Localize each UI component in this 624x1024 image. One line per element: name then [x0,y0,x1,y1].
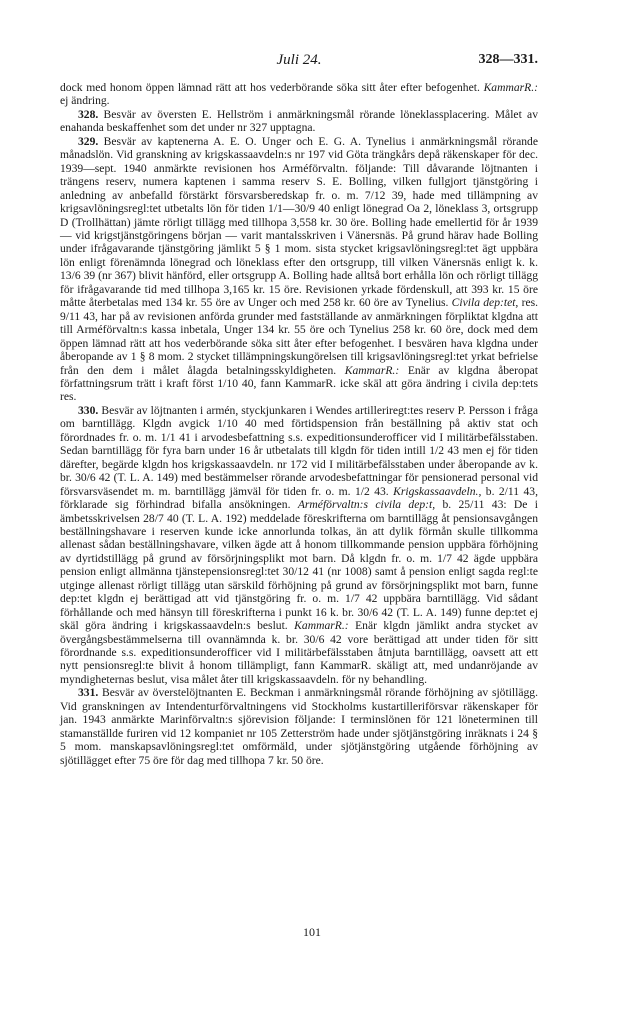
paragraph-text: b. 25/11 43: De i ämbetsskrivelsen 28/7 40 (T. L. A. 192) meddelade föreskrifterna om barntillägg åt pensionsavgången beställningshavare i reserven kunde icke annorlunda tolkas, än att dylik förmån skulle tillkomma allenast sådan beställningshavare, vilken ägde att å honom tillkommande pension uppbära förhöjning av dyrtidstillägg på grund av försörjningsplikt mot barn. Då klgdn fr. o. m. 1/7 42 ägde uppbära pension enligt allmänna tjänstepensionsregl:tet 30/12 41 (nr 1008) samt å pension enligt sagda regl:te utginge allenast rörligt tillägg utan särskild förhöjning på grund av försörjningsplikt mot barn, funne dep:tet klgdn ej berättigad att vid tjänstgöring fr. o. m. 1/7 42 uppbära barntillägg. Vid sådant förhållande och med hänsyn till föreskrifterna i punkt 16 k. br. 30/6 42 (T. L. A. 149) funne dep:tet ej skäl göra ändring i krigskassaavdeln:s beslut. [60,498,538,633]
paragraph-text: Besvär av kaptenerna A. E. O. Unger och E. G. A. Tynelius i anmärkningsmål rörande månadslön. Vid granskning av krigskassaavdeln:s nr 197 vid Göta trängkårs depå räkenskaper för dec. 1939—sept. 1940 anmärkte revisionen hos Arméförvaltn. följande: Till dåvarande löjtnanten i trängens reserv, numera kaptenen i samma reserv S. E. Bolling, vilken fullgjort tjänstgöring i anledning av anbefalld förstärkt försvarsberedskap fr. o. m. 7/12 39, hade med tillämpning av krigsavlöningsregl:tet utbetalts lön för tiden 1/1—30/9 40 enligt lönegrad Oa 2, löneklass 3, ortsgrupp D (Trollhättan) jämte rörligt tillägg med tillhopa 3,558 kr. 30 öre. Bolling hade emellertid för år 1939 — vid krigstjänstgöringens början — varit mantalsskriven i Vänersnäs. På grund härav hade Bolling under ifrågavarande tjänstgöring jämlikt 5 § 1 mom. sista stycket krigsavlöningsregl:tet ägt uppbära lön enligt förenämnda lönegrad och löneklass efter den ortsgrupp, till vilken Vänersnäs enligt k. k. 13/6 39 (nr 367) blivit hänförd, eller ortsgrupp A. Bolling hade alltså bort erhålla lön och rörligt tillägg för ifrågavarande tid med tillhopa 3,165 kr. 15 öre. Revisionen yrkade fördenskull, att 393 kr. 15 öre måtte återbetalas med 134 kr. 55 öre av Unger och med 258 kr. 60 öre av Tynelius. [60,134,538,310]
paragraph-p331 [60,686,538,767]
paragraph-p329 [60,135,538,404]
paragraph-text: Enär klgdn jämlikt andra stycket av övergångsbestämmelserna till ovannämnda k. br. 30/6 42 vore berättigad att under tiden för sitt förordnande s.s. expeditionsunderofficer vid I militärbefälsstaben åtnjuta barntillägg, oavsett att ett nytt pensionsregl:te blivit å honom tillämpligt, fann KammarR. skäligt att, med undanröjande av myndigheternas beslut, visa målet åter till krigskassaavdeln. för ny behandling. [60,619,538,686]
italic-reference: Krigskassaavdeln., [393,484,482,498]
paragraph-p328 [60,108,538,135]
paragraph-p330 [60,404,538,687]
italic-reference: Arméförvaltn:s civila dep:t, [297,498,436,512]
paragraph-text: dock med honom öppen lämnad rätt att hos vederbörande söka sitt åter efter befogenhet. [60,81,484,94]
paragraph-cont [60,81,538,108]
case-number: 330. [78,403,99,417]
paragraph-text: Besvär av översten E. Hellström i anmärkningsmål rörande löneklassplacering. Målet av enahanda beskaffenhet som det under nr 327 upptagna. [60,107,538,135]
paragraph-text: ej ändring. [60,94,110,108]
paragraph-text: Besvär av överstelöjtnanten E. Beckman i anmärkningsmål rörande förhöjning av sjötillägg. Vid granskningen av Intendenturförvaltningens vid Stockholms kustartilleriförsvar räkenskaper för jan. 1943 anmärkte Marinförvaltn:s sjörevision följande: I terminslönen för 121 löneterminen till stamanställde furiren vid 12 kompaniet nr 105 Zetterström hade under sjötjänstgöring inräknats i 24 § 5 mom. manskapsavlöningsregl:tet omförmäld, under sjötjänstgöring utgående förhöjning av sjötillägget efter 75 öre för dag med tillhopa 7 kr. 50 öre. [60,686,538,767]
case-number: 328. [78,107,99,121]
paragraph-text: b. 2/11 43, förklarade sig förhindrad bifalla ansökningen. [60,484,538,512]
italic-reference: KammarR.: [294,619,349,633]
italic-reference: KammarR.: [344,363,400,377]
paragraph-text: Enär av klgdna åberopat författningsrum trätt i kraft först 1/10 40, fann KammarR. icke skäl att göra ändring i civila dep:tets res. [60,363,538,404]
paragraph-text: Besvär av löjtnanten i armén, styckjunkaren i Wendes artilleriregt:tes reserv P. Persson i fråga om barntillägg. Klgdn avgick 1/10 40 med förtidspension från beställning på aktiv stat och förordnades fr. o. m. 1/1 41 i arvodesbefattning s.s. expeditionsunderofficer vid I militärbefälsstaben. Sedan barntillägg för fyra barn under 16 år utbetalats till klgdn för tiden intill 1/2 43 men ej för tiden därefter, begärde klgdn hos krigskassaavdeln. nr 172 vid I militärbefälsstaben under åberopande av k. br. 30/6 42 (T. L. A. 149) med bestämmelser rörande arvodesbefattningar för pensionerad personal vid försvarsväsendet m. m. barntillägg jämväl för tiden fr. o. m. 1/2 43. [60,403,538,498]
italic-reference: Civila dep:tet, [451,296,519,310]
header-case-range: 328—331. [478,52,538,67]
page-number: 101 [303,925,321,939]
italic-reference: KammarR.: [483,81,538,94]
case-number: 331. [78,686,99,700]
running-header [60,52,538,72]
paragraph-text: res. 9/11 43, har på av revisionen anförda grunder med fastställande av anmärkningen förpliktat klgdna att till Arméförvaltn:s kassa inbetala, Unger 134 kr. 55 öre och Tynelius 258 kr. 60 öre, dock med dem öppen lämnad rätt att hos vederbörande söka sitt åter efter befogenhet. I besvären hava klgdna under åberopande av 1 § 8 mom. 2 stycket tillämpningskungörelsen till krigsavlöningsregl:tet yrkat befrielse från den dem i målet ålagda betalningsskyldigheten. [60,296,538,377]
header-date: Juli 24. [276,52,322,68]
document-body [60,81,538,767]
case-number: 329. [78,134,99,148]
